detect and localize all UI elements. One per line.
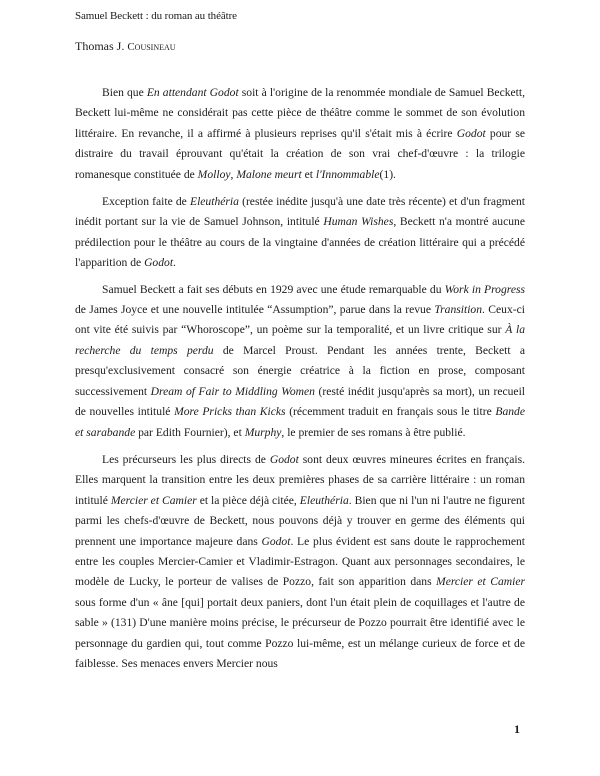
text-run: Les précurseurs les plus directs de (102, 452, 270, 466)
text-run: , le premier de ses romans à être publié. (281, 425, 466, 439)
italic-title: Bande et sarabande (75, 405, 525, 439)
italic-title: Godot (269, 452, 299, 466)
italic-title: Malone meurt (236, 167, 302, 181)
text-run: . Le plus évident est sans doute le rapprochement entre les couples Mercier-Camier et Vladimir-Estragon. Quant aux personnages secondaires, le modèle de Lucky, le porteur de valises de Pozzo, fait son apparition dans (75, 534, 526, 589)
paragraph-3 (75, 280, 525, 443)
italic-title: Mercier et Camier (436, 575, 525, 589)
text-run: de James Joyce et une nouvelle intitulée “Assumption”, parue dans la revue (75, 303, 435, 317)
italic-title: En attendant Godot (146, 86, 239, 99)
paragraph-4 (75, 450, 525, 674)
text-run: (restée inédite jusqu'à une date très récente) et d'un fragment inédit portant sur la vie de Samuel Johnson, intitulé (75, 195, 525, 229)
italic-title: Godot (261, 534, 291, 548)
italic-title: l'Innommable (315, 167, 380, 181)
text-run: sont deux œuvres mineures écrites en français. Elles marquent la transition entre les deux premières phases de sa carrière littéraire : un roman intitulé (75, 452, 525, 507)
text-run: . (173, 256, 176, 270)
text-run: et (301, 167, 316, 181)
italic-title: Eleuthéria (299, 493, 349, 507)
text-run: soit à l'origine de la renommée mondiale de Samuel Beckett, Beckett lui-même ne considérait pas cette pièce de théâtre comme le sommet de son évolution littéraire. En revanche, il a affirmé à plusieurs reprises qu'il s'était mis à écrire (75, 86, 526, 140)
running-head: Samuel Beckett : du roman au théâtre (75, 10, 237, 22)
author-last-name: Cousineau (127, 41, 176, 53)
text-run: (resté inédit jusqu'après sa mort), un recueil de nouvelles intitulé (75, 384, 526, 419)
text-run: , Beckett n'a montré aucune prédilection pour le théâtre au cours de la vingtaine d'années de création littéraire qui a précédé l'apparition de (75, 215, 525, 270)
text-run: par Edith Fournier), et (135, 425, 245, 439)
text-run: Samuel Beckett a fait ses débuts en 1929 avec une étude remarquable du (102, 282, 445, 296)
text-run: et la pièce déjà citée, (196, 493, 300, 507)
body-text (75, 83, 525, 681)
text-run: sous forme d'un « âne [qui] portait deux paniers, dont l'un était plein de coquillages et l'autre de sable » (131) D'une manière moins précise, le précurseur de Pozzo pourrait être identifié avec le personnage du gardien qui, tout comme Pozzo lui-même, est un mélange curieux de force et de faiblesse. Ses menaces envers Mercier nous (75, 595, 525, 670)
page-number: 1 (514, 722, 520, 736)
italic-title: Godot (144, 256, 174, 270)
text-run: de Marcel Proust. Pendant les années trente, Beckett a presqu'exclusivement consacré son énergie créatrice à la fiction en prose, composant successivement (75, 343, 525, 398)
italic-title: Dream of Fair to Middling Women (150, 384, 315, 398)
italic-title: Murphy (244, 425, 282, 439)
paragraph-2 (75, 192, 525, 274)
text-run: . Bien que ni l'un ni l'autre ne figurent parmi les chefs-d'œuvre de Beckett, nous pouvons déjà y trouver en germe des éléments qui prennent une importance majeure dans (75, 493, 525, 548)
footnote-ref: (1). (379, 167, 396, 181)
paragraph-1 (75, 83, 525, 185)
text-run: (récemment traduit en français sous le titre (285, 405, 496, 419)
italic-title: Molloy (197, 167, 231, 181)
text-run: , (230, 167, 237, 181)
text-run: . Ceux-ci ont vite été suivis par “Whoroscope”, un poème sur la temporalité, et un livre critique sur (75, 303, 525, 337)
text-run: Bien que (102, 86, 147, 99)
italic-title: À la recherche du temps perdu (75, 323, 525, 357)
text-run: Exception faite de (102, 195, 190, 209)
italic-title: Mercier et Camier (110, 493, 197, 507)
italic-title: Work in Progress (444, 282, 526, 296)
italic-title: Transition (434, 303, 483, 317)
author-first-name: Thomas J. (75, 39, 128, 53)
italic-title: Godot (456, 126, 486, 140)
italic-title: More Pricks than Kicks (174, 405, 286, 419)
text-run: pour se distraire du travail éprouvant qu'était la création de son vrai chef-d'œuvre : la trilogie romanesque constituée de (75, 126, 525, 181)
author-line (75, 39, 176, 54)
italic-title: Eleuthéria (189, 195, 239, 209)
italic-title: Human Wishes (323, 215, 394, 229)
